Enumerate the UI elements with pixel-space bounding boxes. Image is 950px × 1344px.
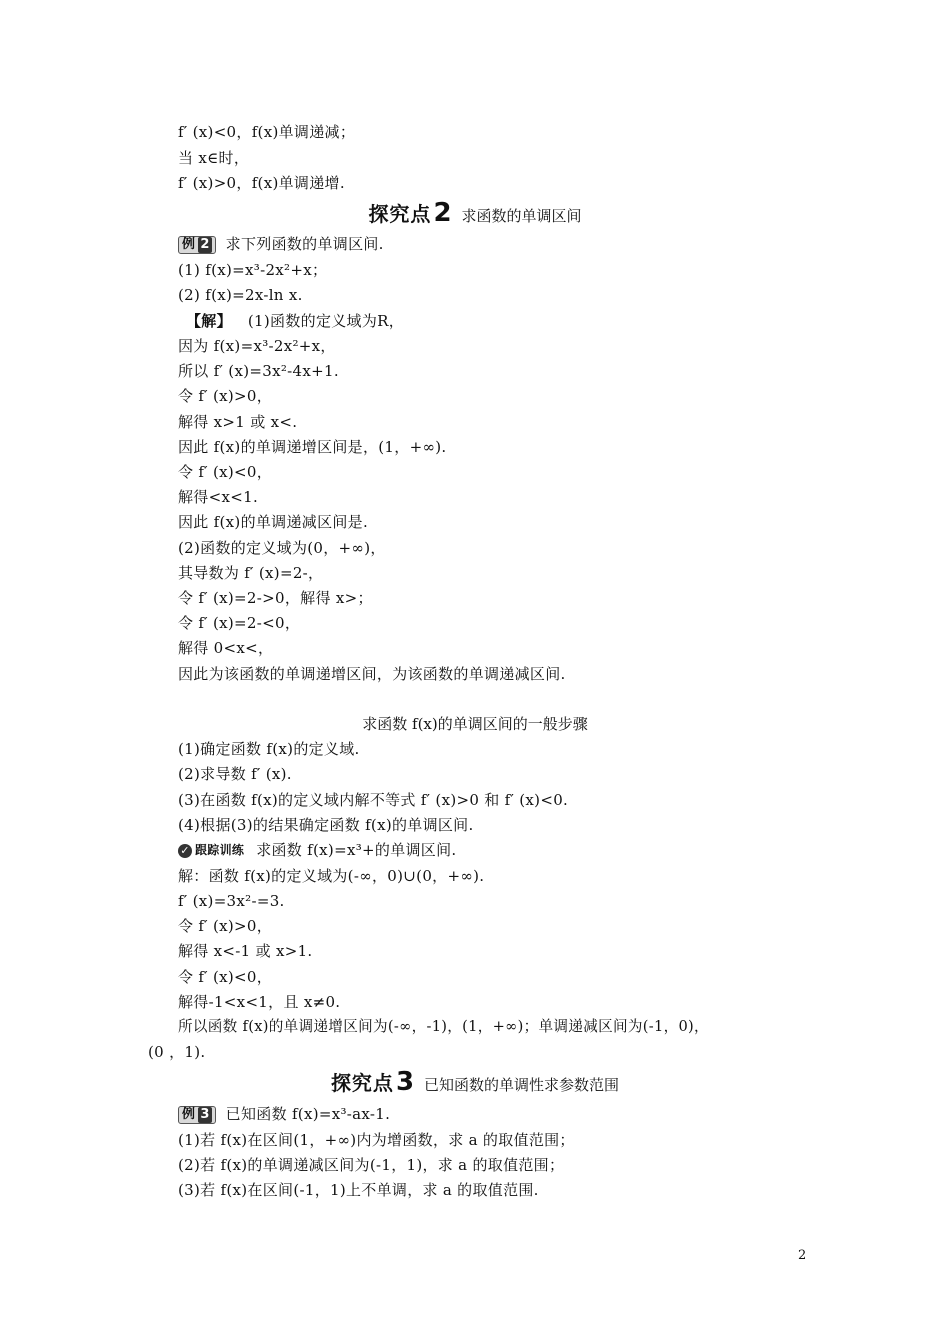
solution-line: 因此 f(x)的单调递减区间是. [178,513,369,531]
training-line: 令 f′ (x)<0， [178,968,273,986]
example-2-prompt-line [178,234,384,255]
solution-line: 解得 0<x<， [178,639,274,657]
solution-line: 其导数为 f′ (x)=2-， [178,564,324,582]
training-line: 解：函数 f(x)的定义域为(-∞，0)∪(0，+∞). [178,867,485,885]
text-line: f′ (x)>0，f(x)单调递增. [178,174,345,192]
solution-line: 令 f′ (x)=2-<0， [178,614,301,632]
section-subtitle: 已知函数的单调性求参数范围 [424,1076,620,1094]
solution-line: 令 f′ (x)>0， [178,387,273,405]
example-badge: 例 3 [178,1106,216,1124]
training-line: f′ (x)=3x²-=3. [178,892,285,910]
solution-line: 所以 f′ (x)=3x²-4x+1. [178,362,339,380]
method-title: 求函数 f(x)的单调区间的一般步骤 [362,715,588,733]
training-line: 解得 x<-1 或 x>1. [178,942,313,960]
solution-line: 解得 x>1 或 x<. [178,413,298,431]
example-prompt: 已知函数 f(x)=x³-ax-1. [225,1105,391,1123]
solution-line: 因此为该函数的单调递增区间，为该函数的单调递减区间. [178,665,566,683]
section-title: 探究点 [330,1071,394,1095]
training-conclusion: (0 ，1). [148,1043,206,1061]
training-prompt: 求函数 f(x)=x³+的单调区间. [256,841,457,859]
section-heading-2 [0,198,950,228]
text-line: 当 x∈时， [178,149,250,167]
solution-line [186,311,404,331]
solution-text: (1)函数的定义域为R， [247,312,405,330]
example-prompt: 求下列函数的单调区间. [225,235,384,253]
solution-line: 因此 f(x)的单调递增区间是，(1，+∞). [178,438,447,456]
check-icon: ✓ [178,844,192,858]
solution-tag: 【解】 [186,312,232,330]
solution-line: 令 f′ (x)<0， [178,463,273,481]
text-line: f′ (x)<0，f(x)单调递减； [178,123,356,141]
section-subtitle: 求函数的单调区间 [461,207,582,225]
section-heading-3 [0,1067,950,1097]
training-line: 令 f′ (x)>0， [178,917,273,935]
training-badge: ✓ 跟踪训练 [178,840,244,860]
training-prompt-line [178,840,456,861]
training-conclusion: 所以函数 f(x)的单调递增区间为(-∞，-1)，(1，+∞)；单调递减区间为(-1，0)， [178,1018,709,1035]
training-line: 解得-1<x<1，且 x≠0. [178,993,341,1011]
example-item: (3)若 f(x)在区间(-1，1)上不单调，求 a 的取值范围. [178,1181,539,1199]
section-title: 探究点 [368,202,432,226]
solution-line: 令 f′ (x)=2->0，解得 x>； [178,589,373,607]
method-step: (3)在函数 f(x)的定义域内解不等式 f′ (x)>0 和 f′ (x)<0. [178,791,569,809]
section-number: 2 [433,198,452,228]
method-step: (1)确定函数 f(x)的定义域. [178,740,360,758]
example-item: (1)若 f(x)在区间(1，+∞)内为增函数，求 a 的取值范围； [178,1131,575,1149]
page-number: 2 [798,1248,807,1263]
example-badge: 例 2 [178,236,216,254]
example-item: (1) f(x)=x³-2x²+x； [178,261,328,279]
solution-line: (2)函数的定义域为(0，+∞)， [178,539,386,557]
example-item: (2) f(x)=2x-ln x. [178,286,303,304]
example-3-prompt-line [178,1104,390,1125]
section-number: 3 [395,1067,415,1097]
method-step: (4)根据(3)的结果确定函数 f(x)的单调区间. [178,816,474,834]
solution-line: 因为 f(x)=x³-2x²+x， [178,337,336,355]
example-item: (2)若 f(x)的单调递减区间为(-1，1)，求 a 的取值范围； [178,1156,565,1174]
solution-line: 解得<x<1. [178,488,259,506]
method-step: (2)求导数 f′ (x). [178,765,292,783]
